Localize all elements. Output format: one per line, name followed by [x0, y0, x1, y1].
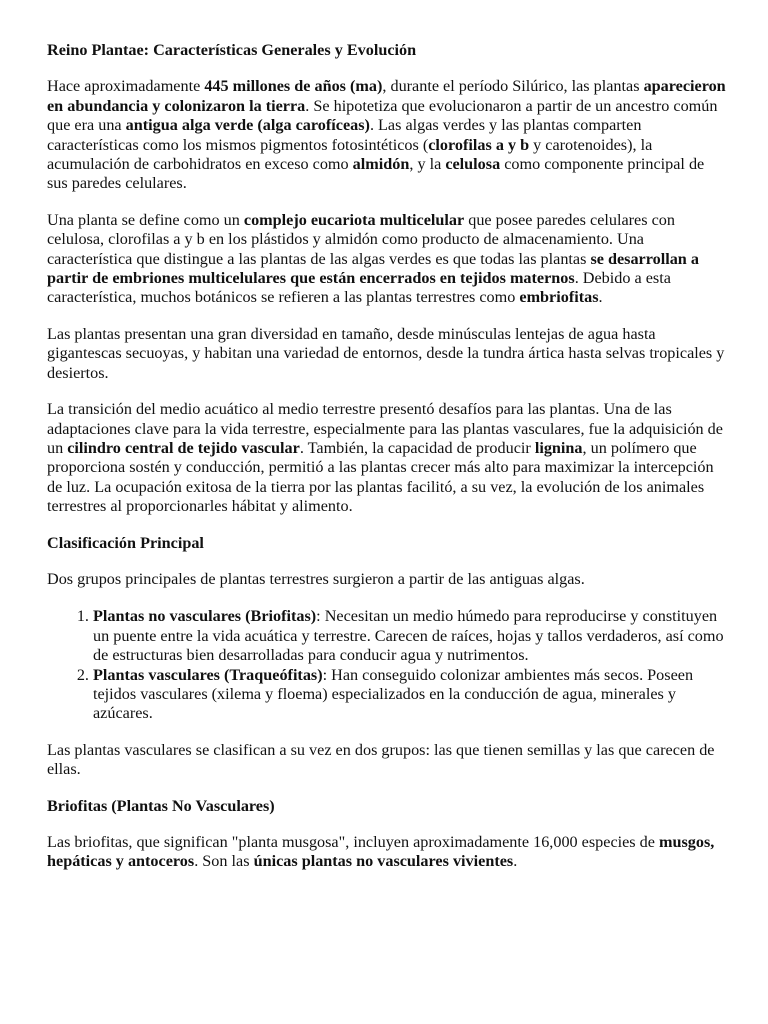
list-item [93, 607, 727, 665]
text-span: . También, la capacidad de producir [299, 438, 535, 457]
bold-span: antigua alga verde (alga carofíceas) [125, 116, 370, 135]
bold-span: lignina [534, 438, 583, 457]
document-page [47, 41, 727, 872]
text-span: . Son las [194, 852, 254, 871]
text-span: . Se hipotetiza que evolucionaron a partir de un ancestro común que era una [47, 96, 718, 135]
text-span: . [513, 852, 518, 871]
bold-span: 445 millones de años (ma) [204, 77, 383, 96]
paragraph-origin [47, 77, 727, 193]
bold-span: embriofitas [519, 288, 599, 307]
paragraph-groups-intro: Dos grupos principales de plantas terrestres surgieron a partir de las antiguas algas. [47, 569, 585, 588]
bold-span: Plantas vasculares (Traqueófitas) [93, 665, 323, 684]
paragraph-briofitas [47, 833, 727, 872]
text-span: Una planta se define como un [47, 210, 244, 229]
text-span: como componente principal de sus paredes celulares. [47, 155, 705, 193]
text-span: La transición del medio acuático al medio terrestre presentó desafíos para las plantas. Una de las adaptaciones clave para la vida terrestre, especialmente para las plantas vasculares, fue la adquisición de un [47, 400, 723, 457]
text-span: , durante el período Silúrico, las plantas [382, 77, 644, 96]
bold-span: celulosa [445, 155, 501, 174]
list-item [93, 666, 727, 724]
text-span: , un polímero que proporciona sostén y conducción, permitió a las plantas crecer más alto para maximizar la intercepción de luz. La ocupación exitosa de la tierra por las plantas facilitó, a su vez, la evolución de los animales terrestres al proporcionarles hábitat y alimento. [47, 438, 714, 516]
text-span: . Las algas verdes y las plantas comparten características como los mismos pigmentos fotosintéticos ( [47, 116, 642, 154]
classification-list [47, 607, 727, 723]
bold-span: clorofilas a y b [428, 135, 530, 154]
text-span: Las briofitas, que significan "planta musgosa", incluyen aproximadamente 16,000 especies de [47, 833, 659, 851]
paragraph-definition [47, 211, 727, 308]
section-heading-classification: Clasificación Principal [47, 533, 204, 552]
bold-span: musgos, hepáticas y antoceros [47, 833, 715, 871]
text-span: . Debido a esta característica, muchos botánicos se refieren a las plantas terrestres como [47, 269, 671, 307]
text-span: Hace aproximadamente [47, 77, 205, 96]
text-span: , y la [409, 155, 446, 174]
bold-span: Plantas no vasculares (Briofitas) [93, 607, 317, 626]
text-span: que posee paredes celulares con celulosa, clorofilas a y b en los plástidos y almidón como producto de almacenamiento. Una característica que distingue a las plantas de las algas verdes es que todas las plantas [47, 210, 675, 268]
bold-span: almidón [352, 155, 410, 174]
paragraph-transition [47, 400, 727, 516]
bold-span: aparecieron en abundancia y colonizaron la tierra [47, 77, 726, 115]
bold-span: únicas plantas no vasculares vivientes [253, 852, 514, 871]
paragraph-diversity: Las plantas presentan una gran diversidad en tamaño, desde minúsculas lentejas de agua hasta gigantescas secuoyas, y habitan una variedad de entornos, desde la tundra ártica hasta selvas tropicales y desiertos. [47, 324, 725, 382]
text-span: y carotenoides), la acumulación de carbohidratos en exceso como [47, 135, 653, 174]
document-title: Reino Plantae: Características Generales y Evolución [47, 41, 417, 59]
section-heading-briofitas: Briofitas (Plantas No Vasculares) [47, 796, 275, 815]
text-span: : Necesitan un medio húmedo para reproducirse y constituyen un puente entre la vida acuática y terrestre. Carecen de raíces, hojas y tallos verdaderos, así como de estructuras bien desarrolladas para conducir agua y nutrimentos. [93, 607, 724, 665]
paragraph-vascular-groups: Las plantas vasculares se clasifican a su vez en dos grupos: las que tienen semillas y las que carecen de ellas. [47, 740, 715, 779]
bold-span: cilindro central de tejido vascular [67, 438, 300, 457]
text-span: : Han conseguido colonizar ambientes más secos. Poseen tejidos vasculares (xilema y floema) especializados en la conducción de agua, minerales y azúcares. [93, 665, 694, 723]
text-span: . [598, 288, 603, 307]
bold-span: complejo eucariota multicelular [243, 210, 465, 229]
bold-span: se desarrollan a partir de embriones multicelulares que están encerrados en tejidos maternos [47, 249, 699, 288]
